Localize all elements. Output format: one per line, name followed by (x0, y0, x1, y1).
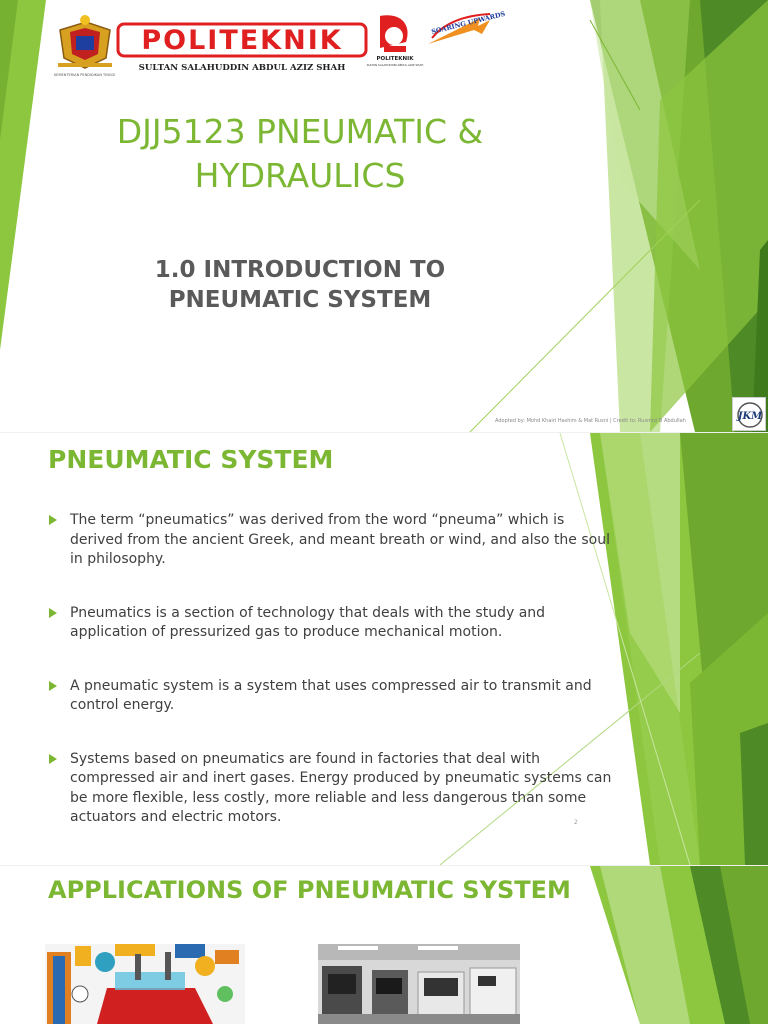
bullet-text: A pneumatic system is a system that uses compressed air to transmit and control energy. (70, 677, 592, 713)
bullet-arrow-icon (49, 515, 57, 525)
course-title: DJJ5123 PNEUMATIC & HYDRAULICS (116, 112, 484, 195)
bullet-list (48, 511, 618, 862)
credit-text: Adopted by: Mohd Khairi Hashim & Mat Rusni | Credit to: Rusmizi B Abdullah (495, 418, 686, 424)
coat-of-arms-icon (58, 15, 112, 68)
page-number: 2 (574, 819, 578, 826)
politeknik-emblem-icon (380, 15, 408, 52)
politeknik-wordmark: POLITEKNIK (141, 25, 343, 56)
emblem-subtext: SULTAN SALAHUDDIN ABDUL AZIZ SHAH (366, 63, 424, 67)
bullet-text: The term “pneumatics” was derived from the word “pneuma” which is derived from the ancient Greek, and meant breath or wind, and also the soul in philosophy. (70, 512, 610, 567)
emblem-text: POLITEKNIK (376, 56, 414, 62)
politeknik-logo (50, 8, 520, 78)
bullet-arrow-icon (49, 754, 57, 764)
institution-logos (50, 8, 520, 78)
slide-heading: APPLICATIONS OF PNEUMATIC SYSTEM (48, 876, 571, 904)
jkm-logo-icon (733, 398, 767, 432)
list-item (48, 750, 618, 828)
list-item (48, 604, 618, 643)
bullet-arrow-icon (49, 608, 57, 618)
jkm-text: JKM (737, 411, 763, 422)
soaring-upwards-text: SOARING UPWARDS (430, 9, 507, 36)
ministry-label: KEMENTERIAN PENDIDIKAN TINGGI (54, 73, 116, 77)
chapter-subtitle: 1.0 INTRODUCTION TO PNEUMATIC SYSTEM (154, 257, 446, 313)
title-slide (0, 0, 768, 432)
jkm-logo (732, 397, 766, 431)
bullet-text: Pneumatics is a section of technology that deals with the study and application of pressurized gas to produce mechanical motion. (70, 604, 546, 640)
list-item (48, 511, 618, 570)
slide-heading: PNEUMATIC SYSTEM (48, 445, 334, 474)
bullet-text: Systems based on pneumatics are found in factories that deal with compressed air and inert gases. Energy produced by pneumatic systems can be more flexible, less costly, more reliable and less dangerous than some actuators and electric motors. (70, 750, 612, 825)
applications-slide (0, 866, 768, 1024)
list-item (48, 677, 618, 716)
robotic-assembly-image (45, 944, 245, 1024)
politeknik-subtitle: SULTAN SALAHUDDIN ABDUL AZIZ SHAH (138, 63, 346, 73)
pneumatic-system-slide (0, 433, 768, 865)
factory-machines-image (318, 944, 520, 1024)
bullet-arrow-icon (49, 681, 57, 691)
